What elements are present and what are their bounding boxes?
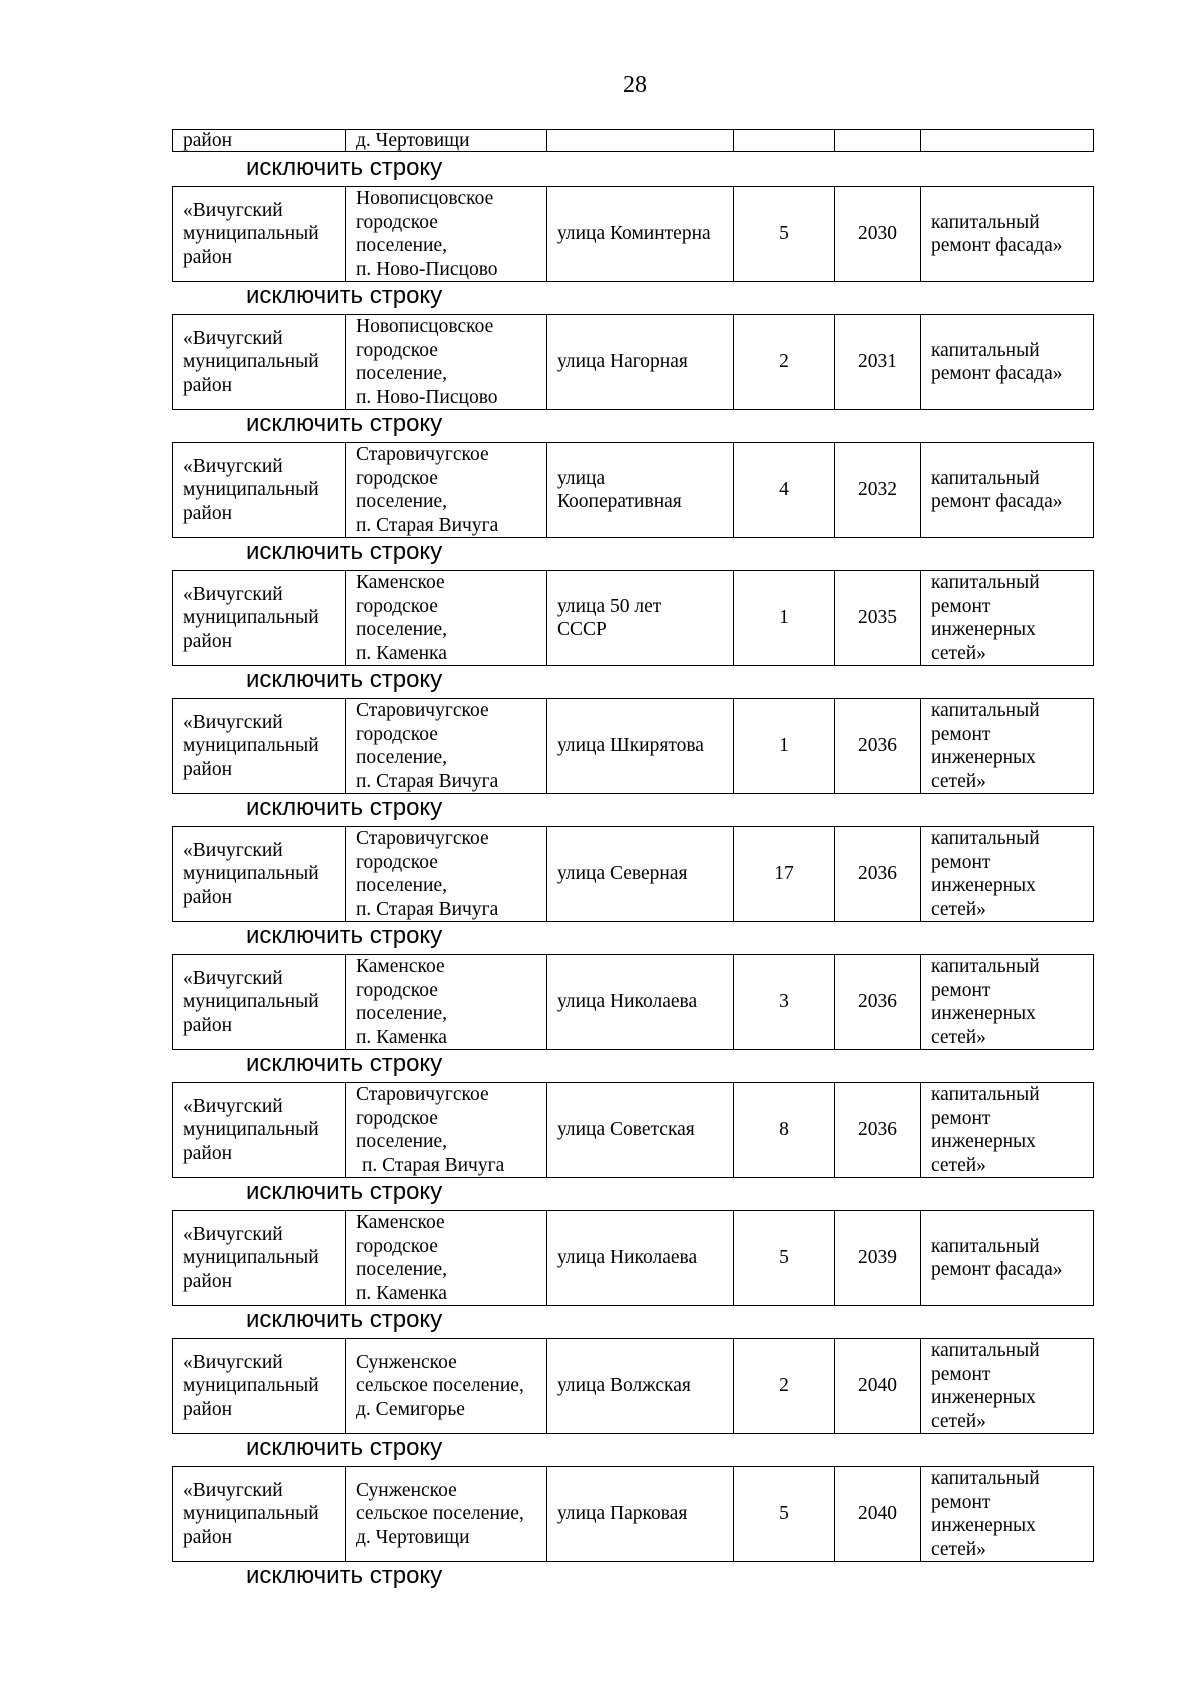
work-type-cell [921, 1211, 1094, 1306]
street-line: улица [557, 467, 606, 489]
street-cell [547, 315, 734, 410]
settlement-line: городское [356, 339, 438, 361]
municipality-line: «Вичугский [183, 327, 283, 349]
record-table [172, 1466, 1094, 1562]
street-cell [547, 1211, 734, 1306]
municipality-line: район [183, 1142, 233, 1164]
settlement-line: поселение, [356, 363, 448, 384]
municipality-line: муниципальный [183, 351, 319, 373]
municipality-cell [173, 571, 346, 666]
year-cell: 2039 [835, 1211, 921, 1306]
municipality-line: район [183, 886, 233, 908]
settlement-line: д. Семигорье [356, 1398, 465, 1420]
settlement-line: городское [356, 723, 438, 745]
record-table [172, 826, 1094, 922]
municipality-line: муниципальный [183, 223, 319, 245]
work-type-cell [921, 699, 1094, 794]
work-type-line: ремонт [931, 851, 991, 873]
work-type-line: ремонт фасада» [931, 491, 1063, 512]
municipality-line: район [183, 630, 233, 652]
municipality-line: «Вичугский [183, 1223, 283, 1245]
work-type-line: капитальный [931, 1340, 1040, 1361]
work-type-cell [921, 1339, 1094, 1434]
settlement-line: п. Старая Вичуга [356, 898, 499, 920]
settlement-line: Старовичугское [356, 700, 489, 721]
work-type-line: инженерных [931, 619, 1036, 640]
work-type-line: инженерных [931, 1387, 1036, 1408]
year-cell: 2040 [835, 1467, 921, 1562]
municipality-cell [173, 1083, 346, 1178]
settlement-cell [346, 443, 547, 538]
street-line: Кооперативная [557, 491, 682, 512]
settlement-line: городское [356, 1235, 438, 1257]
settlement-line: Новописцовское [356, 316, 494, 337]
house-number-cell: 2 [734, 1339, 835, 1434]
settlement-line: сельское поселение, [356, 1503, 524, 1525]
exclude-row-label: исключить строку [246, 154, 443, 181]
municipality-line: «Вичугский [183, 583, 283, 605]
work-type-line: сетей» [931, 1538, 986, 1560]
work-type-line: ремонт [931, 979, 991, 1001]
work-type-line: инженерных [931, 1515, 1036, 1536]
house-number-cell: 1 [734, 699, 835, 794]
work-type-cell [921, 571, 1094, 666]
municipality-line: район [183, 246, 233, 268]
settlement-cell [346, 315, 547, 410]
work-type-line: ремонт [931, 1363, 991, 1385]
street-cell [547, 1339, 734, 1434]
street-cell [547, 955, 734, 1050]
municipality-line: район [183, 758, 233, 780]
municipality-cell [173, 955, 346, 1050]
settlement-cell [346, 699, 547, 794]
settlement-line: Каменское [356, 956, 445, 977]
municipality-cell [173, 827, 346, 922]
year-cell: 2031 [835, 315, 921, 410]
municipality-line: район [183, 1398, 233, 1420]
municipality-cell [173, 187, 346, 282]
house-number-cell: 1 [734, 571, 835, 666]
exclude-row-label: исключить строку [246, 794, 443, 821]
settlement-line: Каменское [356, 1212, 445, 1233]
street-cell [547, 187, 734, 282]
street-line: улица Коминтерна [557, 223, 711, 245]
exclude-row-label: исключить строку [246, 922, 443, 949]
house-number-cell: 17 [734, 827, 835, 922]
municipality-cell [173, 1339, 346, 1434]
settlement-cell [346, 1467, 547, 1562]
settlement-line: городское [356, 1107, 438, 1129]
municipality-cell [173, 1467, 346, 1562]
work-type-line: капитальный [931, 828, 1040, 849]
work-type-line: инженерных [931, 1131, 1036, 1152]
street-line: улица Парковая [557, 1503, 688, 1525]
record-table [172, 1210, 1094, 1306]
exclude-row-label: исключить строку [246, 1562, 443, 1589]
municipality-line: муниципальный [183, 1119, 319, 1141]
settlement-cell [346, 955, 547, 1050]
municipality-line: район [183, 1526, 233, 1548]
street-cell [547, 1083, 734, 1178]
table-row [173, 130, 1094, 152]
municipality-cell [173, 1211, 346, 1306]
street-line: улица Волжская [557, 1375, 691, 1397]
exclude-row-label: исключить строку [246, 1178, 443, 1205]
settlement-line: городское [356, 979, 438, 1001]
work-type-line: сетей» [931, 1410, 986, 1432]
house-number-cell: 5 [734, 187, 835, 282]
settlement-line: Сунженское [356, 1479, 457, 1501]
settlement-line: Старовичугское [356, 444, 489, 465]
work-type-line: сетей» [931, 642, 986, 664]
municipality-line: муниципальный [183, 735, 319, 757]
year-cell: 2030 [835, 187, 921, 282]
work-type-line: капитальный [931, 467, 1040, 489]
settlement-line: Сунженское [356, 1351, 457, 1373]
street-line: улица Советская [557, 1119, 695, 1141]
work-type-line: ремонт [931, 595, 991, 617]
municipality-line: «Вичугский [183, 199, 283, 221]
municipality-line: «Вичугский [183, 1479, 283, 1501]
table-row [173, 1083, 1094, 1178]
municipality-line: «Вичугский [183, 839, 283, 861]
work-type-line: инженерных [931, 875, 1036, 896]
settlement-line: поселение, [356, 747, 448, 768]
house-number-cell: 8 [734, 1083, 835, 1178]
work-type-line: капитальный [931, 572, 1040, 593]
year-cell: 2036 [835, 699, 921, 794]
page-number: 28 [623, 72, 647, 98]
municipality-line: муниципальный [183, 1247, 319, 1269]
exclude-row-label: исключить строку [246, 282, 443, 309]
work-type-line: сетей» [931, 770, 986, 792]
settlement-line: п. Старая Вичуга [362, 1154, 505, 1176]
record-table [172, 954, 1094, 1050]
municipality-line: муниципальный [183, 863, 319, 885]
municipality-cell: район [173, 130, 346, 152]
house-cell [734, 130, 835, 152]
municipality-line: «Вичугский [183, 711, 283, 733]
settlement-line: городское [356, 851, 438, 873]
work-type-line: сетей» [931, 898, 986, 920]
settlement-cell: д. Чертовищи [346, 130, 547, 152]
work-type-cell [921, 315, 1094, 410]
settlement-line: сельское поселение, [356, 1375, 524, 1397]
table-row [173, 1211, 1094, 1306]
settlement-cell [346, 1211, 547, 1306]
municipality-line: «Вичугский [183, 1095, 283, 1117]
house-number-cell: 5 [734, 1467, 835, 1562]
municipality-line: район [183, 1270, 233, 1292]
year-cell: 2036 [835, 955, 921, 1050]
settlement-line: п. Каменка [356, 642, 447, 664]
record-table [172, 314, 1094, 410]
street-line: улица Николаева [557, 991, 698, 1013]
work-type-line: ремонт фасада» [931, 363, 1063, 384]
work-type-line: капитальный [931, 211, 1040, 233]
street-line: улица Шкирятова [557, 735, 704, 757]
street-cell [547, 130, 734, 152]
record-table [172, 442, 1094, 538]
municipality-line: «Вичугский [183, 455, 283, 477]
settlement-cell [346, 187, 547, 282]
settlement-cell [346, 1083, 547, 1178]
settlement-line: Старовичугское [356, 828, 489, 849]
work-type-cell [921, 1467, 1094, 1562]
settlement-line: п. Каменка [356, 1282, 447, 1304]
work-type-line: ремонт фасада» [931, 1259, 1063, 1280]
year-cell: 2035 [835, 571, 921, 666]
exclude-row-label: исключить строку [246, 538, 443, 565]
work-type-line: сетей» [931, 1026, 986, 1048]
table-row [173, 315, 1094, 410]
work-type-line: ремонт [931, 1491, 991, 1513]
settlement-line: городское [356, 211, 438, 233]
street-line: СССР [557, 619, 607, 640]
work-type-cell [921, 955, 1094, 1050]
municipality-line: муниципальный [183, 1375, 319, 1397]
house-number-cell: 5 [734, 1211, 835, 1306]
municipality-line: район [183, 1014, 233, 1036]
settlement-line: п. Каменка [356, 1026, 447, 1048]
record-table [172, 570, 1094, 666]
record-table [172, 186, 1094, 282]
settlement-line: поселение, [356, 1131, 448, 1152]
municipality-cell [173, 699, 346, 794]
year-cell: 2036 [835, 827, 921, 922]
table-row [173, 443, 1094, 538]
year-cell: 2032 [835, 443, 921, 538]
exclude-row-label: исключить строку [246, 1050, 443, 1077]
table-row [173, 699, 1094, 794]
work-type-line: капитальный [931, 956, 1040, 977]
street-cell [547, 699, 734, 794]
record-table [172, 1338, 1094, 1434]
exclude-row-label: исключить строку [246, 1434, 443, 1461]
municipality-line: «Вичугский [183, 1351, 283, 1373]
municipality-line: район [183, 374, 233, 396]
settlement-line: п. Ново-Писцово [356, 386, 498, 408]
house-number-cell: 2 [734, 315, 835, 410]
street-line: улица 50 лет [557, 595, 662, 617]
work-type-cell [921, 827, 1094, 922]
settlement-line: поселение, [356, 1003, 448, 1024]
settlement-line: Новописцовское [356, 188, 494, 209]
year-cell: 2036 [835, 1083, 921, 1178]
work-type-line: инженерных [931, 1003, 1036, 1024]
municipality-cell [173, 315, 346, 410]
work-type-line: ремонт [931, 1107, 991, 1129]
record-table [172, 1082, 1094, 1178]
house-number-cell: 3 [734, 955, 835, 1050]
work-type-line: инженерных [931, 747, 1036, 768]
municipality-line: «Вичугский [183, 967, 283, 989]
work-type-line: капитальный [931, 1084, 1040, 1105]
settlement-line: городское [356, 467, 438, 489]
settlement-line: Старовичугское [356, 1084, 489, 1105]
table-row [173, 827, 1094, 922]
table-row [173, 187, 1094, 282]
continued-table-row [172, 129, 1094, 152]
work-type-line: капитальный [931, 1235, 1040, 1257]
work-type-cell [921, 443, 1094, 538]
street-cell [547, 443, 734, 538]
settlement-line: д. Чертовищи [356, 1526, 470, 1548]
municipality-line: муниципальный [183, 479, 319, 501]
work-type-line: капитальный [931, 700, 1040, 721]
settlement-line: поселение, [356, 1259, 448, 1280]
table-row [173, 1467, 1094, 1562]
settlement-line: Каменское [356, 572, 445, 593]
settlement-line: п. Старая Вичуга [356, 770, 499, 792]
settlement-line: поселение, [356, 875, 448, 896]
exclude-row-label: исключить строку [246, 410, 443, 437]
settlement-line: п. Ново-Писцово [356, 258, 498, 280]
settlement-line: поселение, [356, 619, 448, 640]
house-number-cell: 4 [734, 443, 835, 538]
work-type-line: капитальный [931, 339, 1040, 361]
street-line: улица Северная [557, 863, 688, 885]
municipality-cell [173, 443, 346, 538]
settlement-cell [346, 571, 547, 666]
settlement-line: поселение, [356, 491, 448, 512]
street-line: улица Николаева [557, 1247, 698, 1269]
table-row [173, 955, 1094, 1050]
settlement-cell [346, 1339, 547, 1434]
settlement-line: городское [356, 595, 438, 617]
record-table [172, 698, 1094, 794]
work-type-line: капитальный [931, 1468, 1040, 1489]
municipality-line: муниципальный [183, 1503, 319, 1525]
work-type-line: ремонт [931, 723, 991, 745]
table-row [173, 1339, 1094, 1434]
street-line: улица Нагорная [557, 351, 688, 373]
work-type-line: ремонт фасада» [931, 235, 1063, 256]
work-cell [921, 130, 1094, 152]
settlement-line: поселение, [356, 235, 448, 256]
street-cell [547, 571, 734, 666]
year-cell [835, 130, 921, 152]
street-cell [547, 1467, 734, 1562]
work-type-cell [921, 1083, 1094, 1178]
exclude-row-label: исключить строку [246, 666, 443, 693]
street-cell [547, 827, 734, 922]
settlement-cell [346, 827, 547, 922]
municipality-line: муниципальный [183, 991, 319, 1013]
exclude-row-label: исключить строку [246, 1306, 443, 1333]
settlement-line: п. Старая Вичуга [356, 514, 499, 536]
work-type-line: сетей» [931, 1154, 986, 1176]
municipality-line: район [183, 502, 233, 524]
work-type-cell [921, 187, 1094, 282]
table-row [173, 571, 1094, 666]
municipality-line: муниципальный [183, 607, 319, 629]
year-cell: 2040 [835, 1339, 921, 1434]
